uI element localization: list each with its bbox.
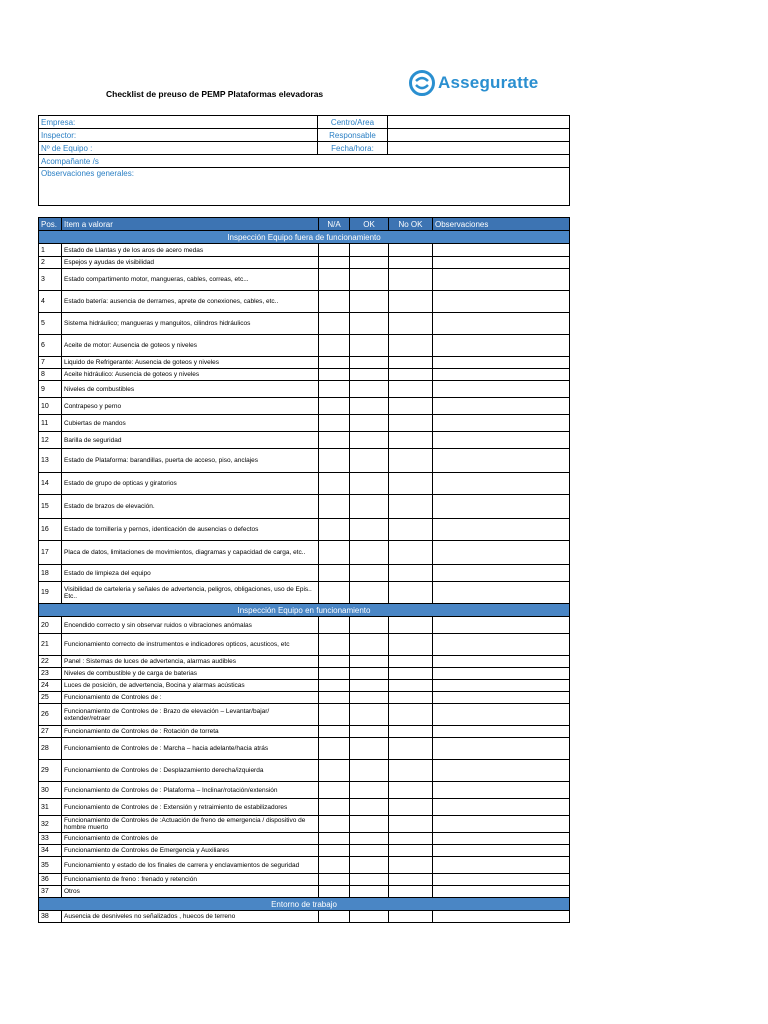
nook-cell[interactable] (389, 313, 433, 335)
item-text: Cubiertas de mandos (62, 415, 319, 432)
ok-cell[interactable] (350, 911, 389, 923)
observaciones-field[interactable]: Observaciones generales: (39, 168, 570, 206)
table-row (39, 656, 570, 668)
ok-cell[interactable] (350, 886, 389, 898)
fecha-field[interactable] (388, 142, 570, 155)
nook-cell[interactable] (389, 816, 433, 833)
na-cell[interactable] (319, 704, 350, 726)
ok-cell[interactable] (350, 634, 389, 656)
nook-cell[interactable] (389, 845, 433, 857)
ok-cell[interactable] (350, 782, 389, 799)
na-cell[interactable] (319, 432, 350, 449)
nook-cell[interactable] (389, 760, 433, 782)
nook-cell[interactable] (389, 495, 433, 519)
item-text: Funcionamiento de Controles de : (62, 692, 319, 704)
nook-cell[interactable] (389, 269, 433, 291)
centro-label: Centro/Area (318, 116, 388, 129)
observaciones-cell[interactable] (433, 726, 570, 738)
ok-cell[interactable] (350, 799, 389, 816)
table-row (39, 726, 570, 738)
item-pos: 21 (39, 634, 62, 656)
item-text: Estado de Llantas y de los aros de acero medas (62, 244, 319, 257)
ok-cell[interactable] (350, 760, 389, 782)
item-text: Funcionamiento correcto de instrumentos e indicadores opticos, acusticos, etc (62, 634, 319, 656)
nook-cell[interactable] (389, 874, 433, 886)
na-cell[interactable] (319, 760, 350, 782)
item-text: Funcionamiento de Controles de : Plataforma – Inclinar/rotación/extensión (62, 782, 319, 799)
item-text: Ausencia de desniveles no señalizados , huecos de terreno (62, 911, 319, 923)
na-cell[interactable] (319, 519, 350, 541)
item-text: Funcionamiento de Controles de : Extensión y retraimiento de estabilizadores (62, 799, 319, 816)
item-text: Aceite de motor: Ausencia de goteos y niveles (62, 335, 319, 357)
table-row (39, 519, 570, 541)
observaciones-cell[interactable] (433, 398, 570, 415)
item-pos: 11 (39, 415, 62, 432)
na-cell[interactable] (319, 495, 350, 519)
item-text: Estado compartimento motor, mangueras, cables, correas, etc... (62, 269, 319, 291)
item-pos: 37 (39, 886, 62, 898)
company-logo (409, 70, 538, 96)
nook-cell[interactable] (389, 857, 433, 874)
observaciones-cell[interactable] (433, 313, 570, 335)
observaciones-cell[interactable] (433, 335, 570, 357)
observaciones-cell[interactable] (433, 244, 570, 257)
table-row (39, 617, 570, 634)
na-cell[interactable] (319, 816, 350, 833)
na-cell[interactable] (319, 833, 350, 845)
na-cell[interactable] (319, 692, 350, 704)
item-text: Funcionamiento de Controles de : Marcha – hacia adelante/hacia atrás (62, 738, 319, 760)
observaciones-cell[interactable] (433, 874, 570, 886)
item-pos: 4 (39, 291, 62, 313)
ok-cell[interactable] (350, 291, 389, 313)
col-na-header: N/A (319, 218, 350, 231)
na-cell[interactable] (319, 911, 350, 923)
table-row (39, 291, 570, 313)
observaciones-cell[interactable] (433, 833, 570, 845)
item-pos: 18 (39, 565, 62, 582)
na-cell[interactable] (319, 381, 350, 398)
empresa-field[interactable]: Empresa: (39, 116, 318, 129)
nook-cell[interactable] (389, 432, 433, 449)
na-cell[interactable] (319, 565, 350, 582)
observaciones-cell[interactable] (433, 738, 570, 760)
ok-cell[interactable] (350, 656, 389, 668)
observaciones-cell[interactable] (433, 617, 570, 634)
table-row (39, 473, 570, 495)
nook-cell[interactable] (389, 911, 433, 923)
table-row (39, 634, 570, 656)
observaciones-cell[interactable] (433, 381, 570, 398)
observaciones-cell[interactable] (433, 886, 570, 898)
na-cell[interactable] (319, 738, 350, 760)
item-pos: 8 (39, 369, 62, 381)
na-cell[interactable] (319, 857, 350, 874)
observaciones-cell[interactable] (433, 291, 570, 313)
item-pos: 15 (39, 495, 62, 519)
ok-cell[interactable] (350, 244, 389, 257)
item-text: Funcionamiento de Controles de : Desplazamiento derecha/izquierda (62, 760, 319, 782)
item-text: Funcionamiento de Controles de :Actuación de freno de emergencia / dispositivo de hombre muerto (62, 816, 319, 833)
item-pos: 12 (39, 432, 62, 449)
item-text: Placa de datos, limitaciones de movimientos, diagramas y capacidad de carga, etc.. (62, 541, 319, 565)
item-pos: 28 (39, 738, 62, 760)
item-text: Contrapeso y perno (62, 398, 319, 415)
nook-cell[interactable] (389, 565, 433, 582)
ok-cell[interactable] (350, 874, 389, 886)
ok-cell[interactable] (350, 357, 389, 369)
observaciones-cell[interactable] (433, 911, 570, 923)
table-row (39, 582, 570, 604)
na-cell[interactable] (319, 398, 350, 415)
observaciones-cell[interactable] (433, 634, 570, 656)
observaciones-cell[interactable] (433, 519, 570, 541)
ok-cell[interactable] (350, 269, 389, 291)
ok-cell[interactable] (350, 617, 389, 634)
ok-cell[interactable] (350, 692, 389, 704)
table-row (39, 381, 570, 398)
nook-cell[interactable] (389, 415, 433, 432)
ok-cell[interactable] (350, 381, 389, 398)
col-nook-header: No OK (389, 218, 433, 231)
observaciones-cell[interactable] (433, 845, 570, 857)
logo-text: Asseguratte (438, 73, 539, 92)
observaciones-cell[interactable] (433, 799, 570, 816)
nook-cell[interactable] (389, 541, 433, 565)
table-row (39, 313, 570, 335)
nook-cell[interactable] (389, 634, 433, 656)
item-pos: 32 (39, 816, 62, 833)
na-cell[interactable] (319, 291, 350, 313)
nook-cell[interactable] (389, 449, 433, 473)
responsable-field[interactable] (388, 129, 570, 142)
table-row (39, 269, 570, 291)
observaciones-cell[interactable] (433, 495, 570, 519)
table-row (39, 857, 570, 874)
observaciones-cell[interactable] (433, 656, 570, 668)
nook-cell[interactable] (389, 357, 433, 369)
item-pos: 36 (39, 874, 62, 886)
observaciones-cell[interactable] (433, 357, 570, 369)
observaciones-cell[interactable] (433, 541, 570, 565)
nook-cell[interactable] (389, 833, 433, 845)
ok-cell[interactable] (350, 449, 389, 473)
nook-cell[interactable] (389, 473, 433, 495)
table-row (39, 541, 570, 565)
observaciones-cell[interactable] (433, 565, 570, 582)
observaciones-cell[interactable] (433, 760, 570, 782)
item-pos: 38 (39, 911, 62, 923)
item-text: Sistema hidráulico; mangueras y manguitos, cilindros hidráulicos (62, 313, 319, 335)
table-row (39, 911, 570, 923)
nook-cell[interactable] (389, 244, 433, 257)
item-pos: 3 (39, 269, 62, 291)
na-cell[interactable] (319, 845, 350, 857)
table-row (39, 398, 570, 415)
ok-cell[interactable] (350, 668, 389, 680)
column-header-row (39, 218, 570, 231)
item-pos: 20 (39, 617, 62, 634)
item-text: Funcionamiento y estado de los finales de carrera y enclavamientos de seguridad (62, 857, 319, 874)
table-row (39, 760, 570, 782)
item-pos: 22 (39, 656, 62, 668)
observaciones-cell[interactable] (433, 269, 570, 291)
table-row (39, 257, 570, 269)
table-row (39, 845, 570, 857)
table-row (39, 335, 570, 357)
item-text: Estado de limpieza del equipo (62, 565, 319, 582)
item-text: Niveles de combustibles (62, 381, 319, 398)
nook-cell[interactable] (389, 369, 433, 381)
table-row (39, 833, 570, 845)
na-cell[interactable] (319, 449, 350, 473)
table-row (39, 799, 570, 816)
assegurate-logo-icon (409, 70, 435, 96)
observaciones-cell[interactable] (433, 582, 570, 604)
ok-cell[interactable] (350, 857, 389, 874)
observaciones-cell[interactable] (433, 816, 570, 833)
item-pos: 16 (39, 519, 62, 541)
table-row (39, 357, 570, 369)
item-text: Espejos y ayudas de visibilidad (62, 257, 319, 269)
ok-cell[interactable] (350, 565, 389, 582)
item-text: Funcionamiento de Controles de : Rotación de torreta (62, 726, 319, 738)
item-text: Estado de Plataforma: barandillas, puerta de acceso, piso, anclajes (62, 449, 319, 473)
na-cell[interactable] (319, 726, 350, 738)
nook-cell[interactable] (389, 726, 433, 738)
item-pos: 1 (39, 244, 62, 257)
na-cell[interactable] (319, 680, 350, 692)
item-pos: 27 (39, 726, 62, 738)
item-pos: 34 (39, 845, 62, 857)
item-pos: 13 (39, 449, 62, 473)
table-row (39, 816, 570, 833)
item-text: Funcionamiento de Controles de (62, 833, 319, 845)
nook-cell[interactable] (389, 335, 433, 357)
section-title: Entorno de trabajo (39, 898, 570, 911)
observaciones-cell[interactable] (433, 680, 570, 692)
item-pos: 35 (39, 857, 62, 874)
item-text: Estado batería: ausencia de derrames, aprete de conexiones, cables, etc.. (62, 291, 319, 313)
table-row (39, 738, 570, 760)
na-cell[interactable] (319, 874, 350, 886)
item-pos: 7 (39, 357, 62, 369)
item-pos: 24 (39, 680, 62, 692)
equipo-field[interactable]: Nº de Equipo : (39, 142, 318, 155)
nook-cell[interactable] (389, 668, 433, 680)
header-form (38, 115, 570, 206)
na-cell[interactable] (319, 473, 350, 495)
na-cell[interactable] (319, 656, 350, 668)
ok-cell[interactable] (350, 726, 389, 738)
item-pos: 5 (39, 313, 62, 335)
ok-cell[interactable] (350, 313, 389, 335)
item-text: Funcionamiento de Controles de Emergencia y Auxiliares (62, 845, 319, 857)
item-text: Estado de brazos de elevación. (62, 495, 319, 519)
ok-cell[interactable] (350, 833, 389, 845)
col-item-header: Item a valorar (62, 218, 319, 231)
nook-cell[interactable] (389, 799, 433, 816)
na-cell[interactable] (319, 886, 350, 898)
item-text: Barilla de seguridad (62, 432, 319, 449)
item-pos: 26 (39, 704, 62, 726)
observaciones-cell[interactable] (433, 704, 570, 726)
item-pos: 19 (39, 582, 62, 604)
section-row (39, 604, 570, 617)
observaciones-cell[interactable] (433, 415, 570, 432)
observaciones-cell[interactable] (433, 782, 570, 799)
na-cell[interactable] (319, 257, 350, 269)
item-text: Niveles de combustible y de carga de baterias (62, 668, 319, 680)
item-pos: 29 (39, 760, 62, 782)
na-cell[interactable] (319, 541, 350, 565)
col-obs-header: Observaciones (433, 218, 570, 231)
page-title: Checklist de preuso de PEMP Plataformas elevadoras (106, 89, 324, 99)
observaciones-cell[interactable] (433, 692, 570, 704)
ok-cell[interactable] (350, 845, 389, 857)
table-row (39, 369, 570, 381)
nook-cell[interactable] (389, 617, 433, 634)
nook-cell[interactable] (389, 738, 433, 760)
table-row (39, 449, 570, 473)
item-text: Estado de tornillería y pernos, identicación de ausencias o defectos (62, 519, 319, 541)
responsable-label: Responsable (318, 129, 388, 142)
ok-cell[interactable] (350, 369, 389, 381)
ok-cell[interactable] (350, 541, 389, 565)
ok-cell[interactable] (350, 398, 389, 415)
nook-cell[interactable] (389, 704, 433, 726)
item-text: Aceite hidráulico: Ausencia de goteos y niveles (62, 369, 319, 381)
item-pos: 33 (39, 833, 62, 845)
observaciones-cell[interactable] (433, 432, 570, 449)
col-ok-header: OK (350, 218, 389, 231)
item-pos: 14 (39, 473, 62, 495)
table-row (39, 415, 570, 432)
checklist-table (38, 217, 570, 923)
na-cell[interactable] (319, 335, 350, 357)
ok-cell[interactable] (350, 704, 389, 726)
table-row (39, 244, 570, 257)
na-cell[interactable] (319, 244, 350, 257)
observaciones-cell[interactable] (433, 857, 570, 874)
table-row (39, 432, 570, 449)
item-text: Encendido correcto y sin observar ruidos o vibraciones anómalas (62, 617, 319, 634)
na-cell[interactable] (319, 369, 350, 381)
nook-cell[interactable] (389, 782, 433, 799)
section-title: Inspección Equipo en funcionamiento (39, 604, 570, 617)
na-cell[interactable] (319, 357, 350, 369)
item-text: Liquido de Refrigerante: Ausencia de goteos y niveles (62, 357, 319, 369)
nook-cell[interactable] (389, 291, 433, 313)
observaciones-cell[interactable] (433, 257, 570, 269)
item-pos: 17 (39, 541, 62, 565)
na-cell[interactable] (319, 668, 350, 680)
centro-field[interactable] (388, 116, 570, 129)
item-pos: 10 (39, 398, 62, 415)
ok-cell[interactable] (350, 519, 389, 541)
ok-cell[interactable] (350, 335, 389, 357)
na-cell[interactable] (319, 269, 350, 291)
nook-cell[interactable] (389, 886, 433, 898)
item-pos: 6 (39, 335, 62, 357)
table-row (39, 680, 570, 692)
item-text: Visibilidad de carteleria y señales de advertencia, peligros, obligaciones, uso de Epis.. Etc.. (62, 582, 319, 604)
table-row (39, 495, 570, 519)
table-row (39, 874, 570, 886)
na-cell[interactable] (319, 782, 350, 799)
ok-cell[interactable] (350, 816, 389, 833)
item-pos: 30 (39, 782, 62, 799)
nook-cell[interactable] (389, 680, 433, 692)
nook-cell[interactable] (389, 656, 433, 668)
section-title: Inspección Equipo fuera de funcionamiento (39, 231, 570, 244)
item-text: Funcionamiento de Controles de : Brazo de elevación – Levantar/bajar/ extender/retraer (62, 704, 319, 726)
ok-cell[interactable] (350, 738, 389, 760)
nook-cell[interactable] (389, 519, 433, 541)
item-text: Funcionamiento de freno : frenado y retención (62, 874, 319, 886)
observaciones-cell[interactable] (433, 369, 570, 381)
item-text: Panel : Sistemas de luces de advertencia, alarmas audibles (62, 656, 319, 668)
observaciones-cell[interactable] (433, 668, 570, 680)
table-row (39, 565, 570, 582)
na-cell[interactable] (319, 617, 350, 634)
ok-cell[interactable] (350, 680, 389, 692)
acompanante-field[interactable]: Acompañante /s (39, 155, 570, 168)
table-row (39, 782, 570, 799)
ok-cell[interactable] (350, 582, 389, 604)
na-cell[interactable] (319, 313, 350, 335)
observaciones-cell[interactable] (433, 449, 570, 473)
ok-cell[interactable] (350, 495, 389, 519)
table-row (39, 886, 570, 898)
inspector-field[interactable]: Inspector: (39, 129, 318, 142)
table-row (39, 668, 570, 680)
item-pos: 23 (39, 668, 62, 680)
ok-cell[interactable] (350, 473, 389, 495)
fecha-label: Fecha/hora: (318, 142, 388, 155)
ok-cell[interactable] (350, 432, 389, 449)
item-pos: 9 (39, 381, 62, 398)
nook-cell[interactable] (389, 398, 433, 415)
col-pos-header: Pos. (39, 218, 62, 231)
nook-cell[interactable] (389, 582, 433, 604)
na-cell[interactable] (319, 582, 350, 604)
nook-cell[interactable] (389, 257, 433, 269)
item-text: Estado de grupo de opticas y giratorios (62, 473, 319, 495)
section-row (39, 231, 570, 244)
ok-cell[interactable] (350, 415, 389, 432)
na-cell[interactable] (319, 799, 350, 816)
na-cell[interactable] (319, 415, 350, 432)
section-row (39, 898, 570, 911)
item-pos: 2 (39, 257, 62, 269)
item-pos: 25 (39, 692, 62, 704)
table-row (39, 692, 570, 704)
nook-cell[interactable] (389, 381, 433, 398)
item-text: Otros (62, 886, 319, 898)
na-cell[interactable] (319, 634, 350, 656)
nook-cell[interactable] (389, 692, 433, 704)
ok-cell[interactable] (350, 257, 389, 269)
observaciones-cell[interactable] (433, 473, 570, 495)
item-pos: 31 (39, 799, 62, 816)
table-row (39, 704, 570, 726)
item-text: Luces de posición, de advertencia, Bocina y alarmas acústicas (62, 680, 319, 692)
